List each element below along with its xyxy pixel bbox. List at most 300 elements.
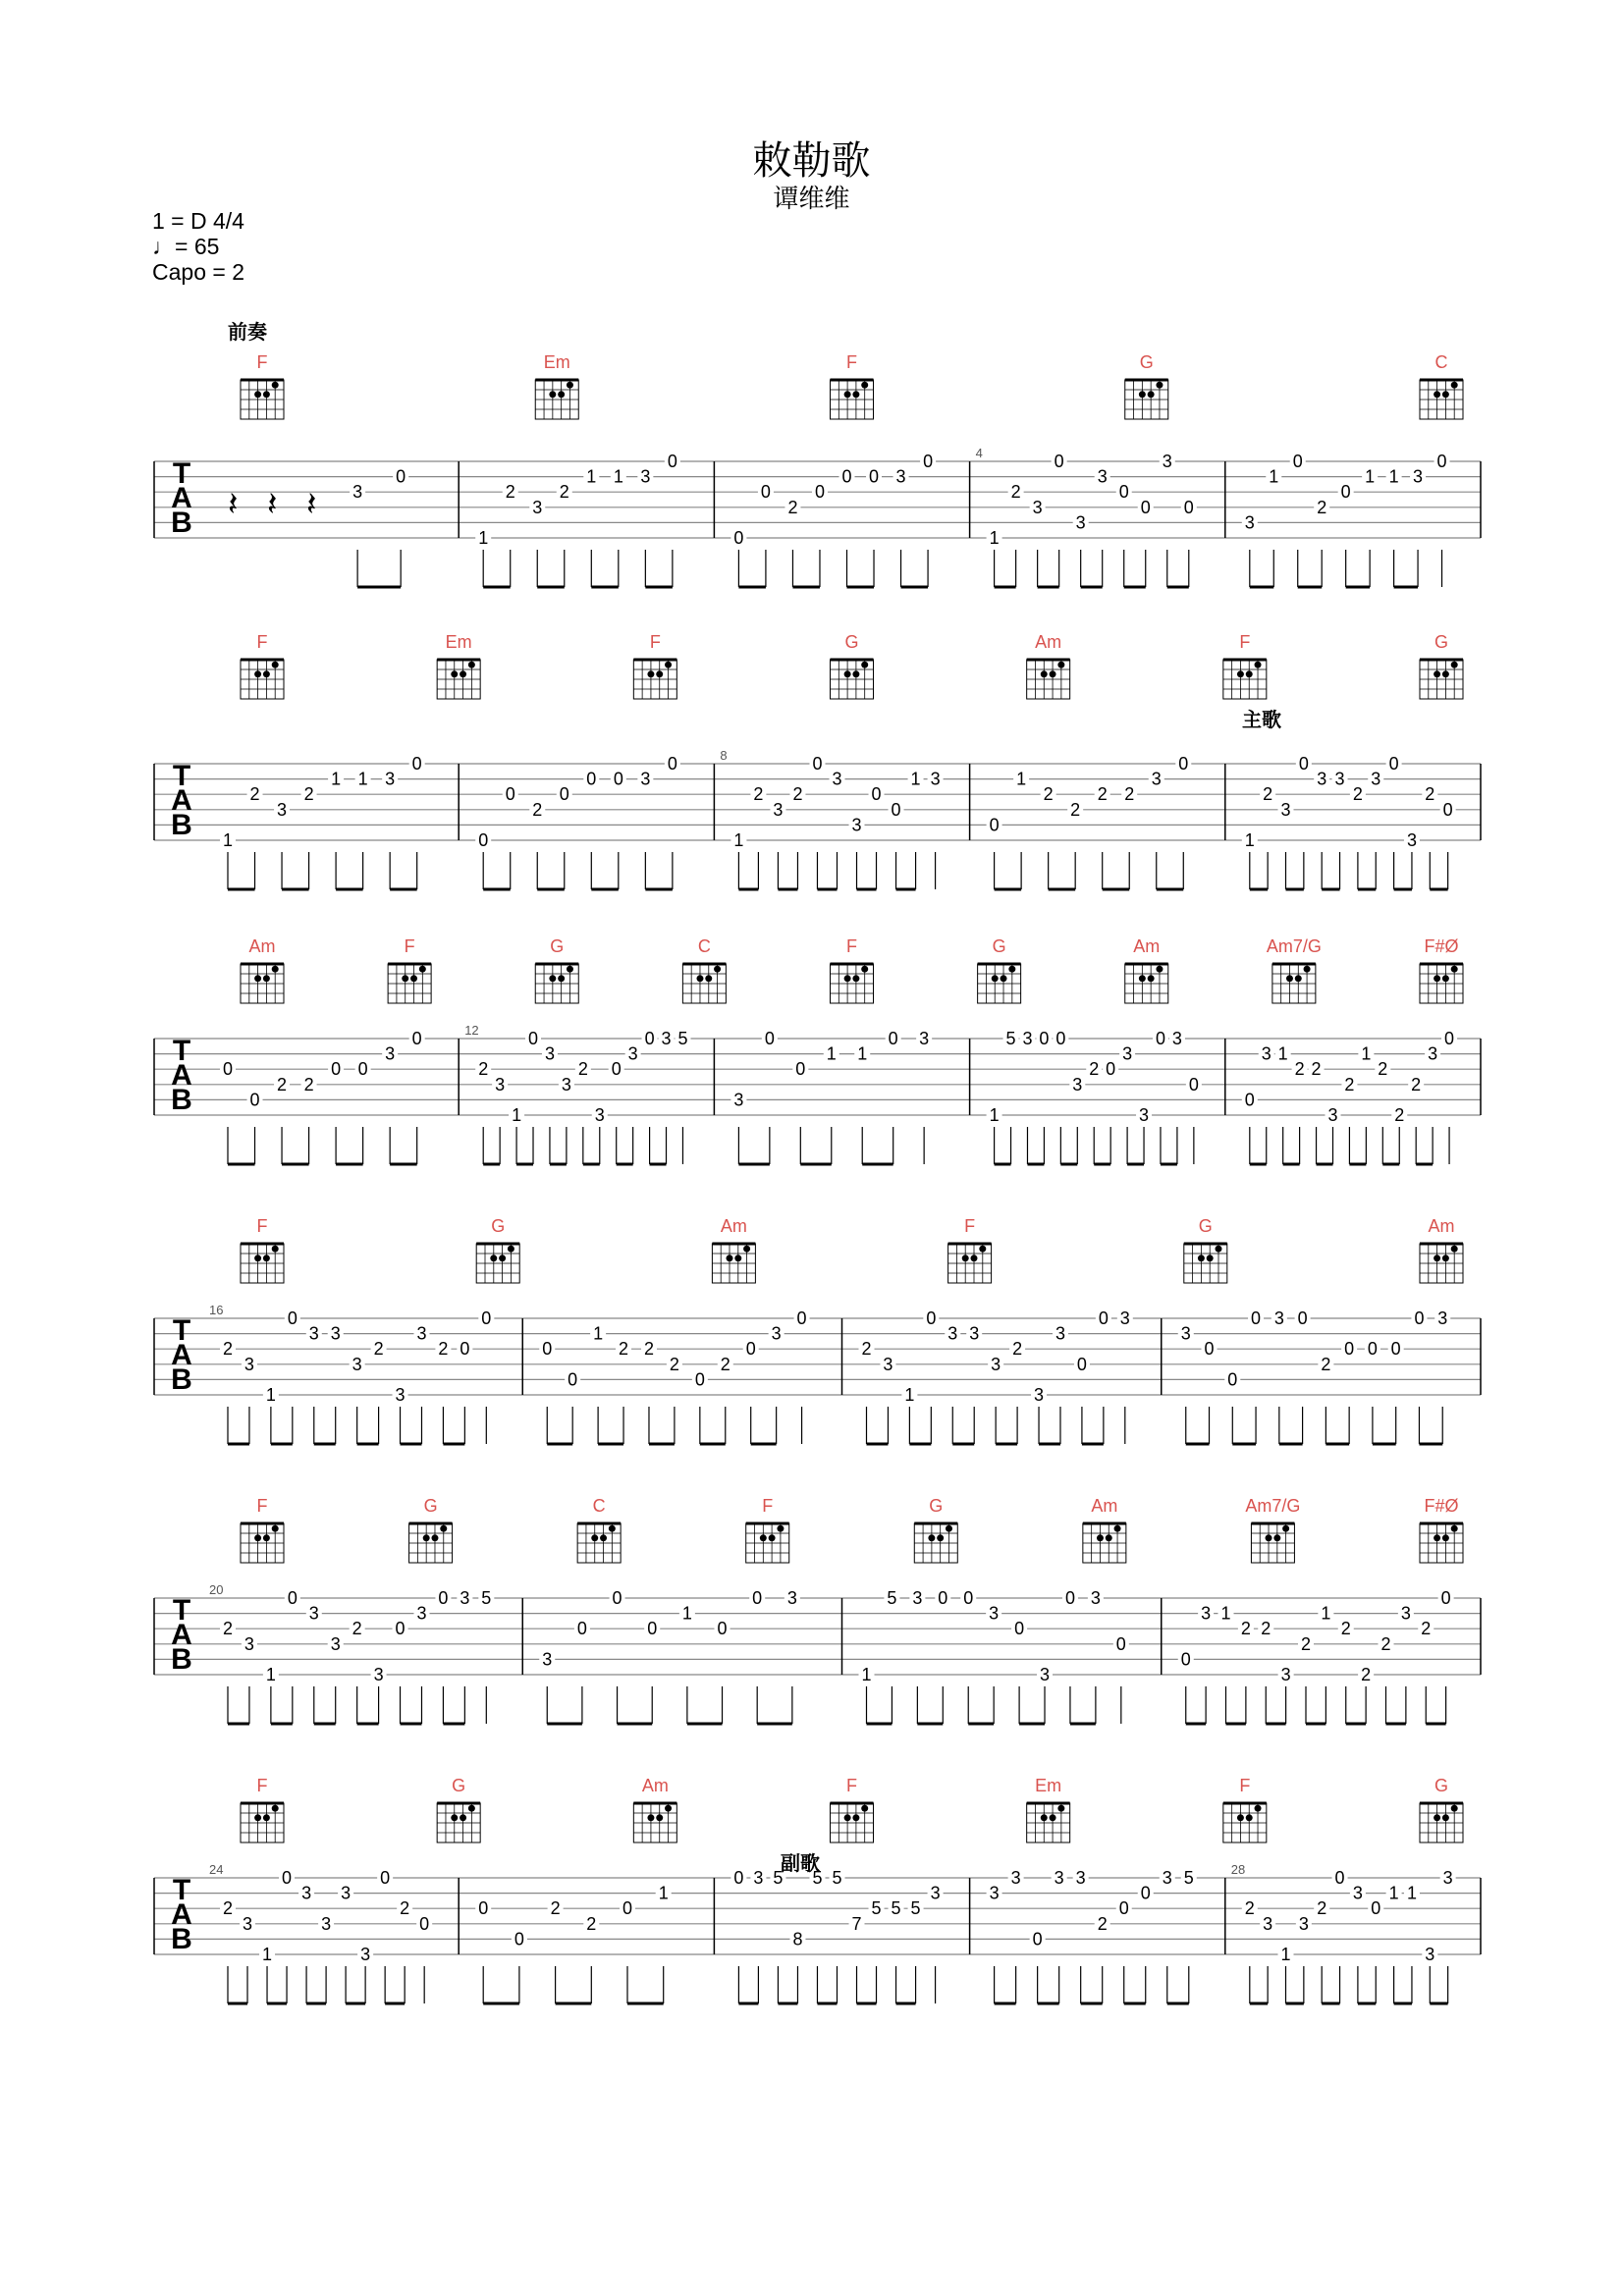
- fret-number: 3: [1090, 1588, 1101, 1608]
- fret-number: 2: [1317, 1898, 1327, 1919]
- chord-name: Am7/G: [1245, 1496, 1301, 1516]
- tab-clef-letter: B: [171, 1363, 192, 1396]
- chord-diagram-dot: [1434, 1534, 1440, 1541]
- chord-diagram-dot: [1451, 966, 1458, 973]
- fret-number: 0: [1340, 482, 1351, 503]
- chord-name: Am: [1091, 1496, 1118, 1516]
- chord-diagram-dot: [1246, 670, 1253, 677]
- chord-diagram-dot: [600, 1534, 607, 1541]
- fret-number: 5: [832, 1868, 842, 1888]
- fret-number: 3: [883, 1354, 893, 1374]
- chord-diagram-dot: [263, 670, 270, 677]
- fret-number: 3: [416, 1323, 427, 1344]
- fret-number: 2: [277, 1074, 288, 1095]
- fret-number: 2: [787, 497, 798, 517]
- fret-number: 1: [1280, 1945, 1291, 1964]
- chord-diagram-dot: [263, 391, 270, 398]
- chord-diagram-dot: [549, 391, 556, 398]
- chord-diagram-dot: [1442, 975, 1449, 982]
- fret-number: 3: [1075, 512, 1086, 533]
- fret-number: 2: [400, 1898, 410, 1919]
- fret-number: 0: [923, 452, 934, 471]
- fret-number: 2: [1124, 784, 1135, 805]
- tab-clef-letter: T: [172, 457, 191, 490]
- fret-number: 0: [1032, 1929, 1043, 1949]
- fret-number: 2: [1012, 1339, 1023, 1360]
- fret-number: 2: [1378, 1059, 1388, 1080]
- fret-number: 0: [559, 784, 569, 805]
- fret-number: 2: [303, 784, 314, 805]
- fret-number: 2: [753, 784, 764, 805]
- chord-diagram-dot: [696, 975, 703, 982]
- chord-diagram-dot: [727, 1255, 733, 1261]
- fret-number: 3: [786, 1588, 797, 1608]
- chord-diagram-dot: [777, 1525, 784, 1532]
- tab-clef-letter: A: [171, 1898, 192, 1931]
- fret-number: 3: [360, 1945, 371, 1964]
- fret-number: 1: [1365, 466, 1376, 487]
- fret-number: 0: [282, 1868, 293, 1888]
- fret-number: 0: [733, 528, 744, 548]
- fret-number: 1: [989, 528, 1000, 548]
- fret-number: 1: [265, 1665, 276, 1684]
- fret-number: 2: [1411, 1074, 1422, 1095]
- fret-number: 2: [303, 1074, 314, 1095]
- fret-number: 3: [895, 466, 906, 487]
- chord-diagram-dot: [844, 670, 851, 677]
- fret-number: 0: [1118, 482, 1129, 503]
- chord-diagram-dot: [1451, 1525, 1458, 1532]
- fret-number: 0: [1436, 452, 1447, 471]
- chord-name: C: [1434, 352, 1448, 372]
- fret-number: 3: [1280, 1665, 1291, 1684]
- fret-number: 0: [1183, 497, 1194, 517]
- chord-diagram-dot: [665, 662, 672, 668]
- chord-name: G: [1434, 1776, 1449, 1795]
- fret-number: 3: [1352, 1883, 1363, 1903]
- chord-diagram-dot: [928, 1534, 935, 1541]
- key-time-signature: 1 = D 4/4: [152, 208, 244, 234]
- fret-number: 2: [619, 1339, 629, 1360]
- chord-name: Am: [1428, 1216, 1455, 1236]
- fret-number: 3: [330, 1323, 341, 1344]
- chord-diagram-dot: [263, 1255, 270, 1261]
- fret-number: 3: [277, 799, 288, 820]
- fret-number: 0: [357, 1059, 368, 1080]
- fret-number: 3: [561, 1074, 571, 1095]
- fret-number: 3: [1298, 1913, 1309, 1934]
- chord-name: G: [1139, 352, 1154, 372]
- fret-number: 3: [1244, 512, 1255, 533]
- fret-number: 1: [826, 1043, 837, 1064]
- fret-number: 0: [613, 769, 623, 789]
- fret-number: 3: [495, 1074, 506, 1095]
- fret-number: 3: [1437, 1308, 1448, 1328]
- fret-number: 0: [1140, 497, 1151, 517]
- fret-number: 3: [1151, 769, 1162, 789]
- fret-number: 0: [1039, 1029, 1050, 1048]
- fret-number: 3: [1428, 1043, 1438, 1064]
- fret-number: 3: [385, 769, 396, 789]
- chord-diagram-dot: [1041, 670, 1048, 677]
- fret-number: 3: [1162, 452, 1172, 471]
- fret-number: 0: [841, 466, 852, 487]
- chord-name: C: [592, 1496, 606, 1516]
- fret-number: 0: [481, 1308, 492, 1328]
- fret-number: 3: [1334, 769, 1345, 789]
- chord-diagram-dot: [1442, 1255, 1449, 1261]
- fret-number: 3: [352, 1354, 362, 1374]
- fret-number: 2: [720, 1354, 730, 1374]
- fret-number: 2: [1010, 482, 1021, 503]
- chord-name: G: [1434, 632, 1449, 652]
- fret-number: 0: [717, 1619, 728, 1639]
- chord-diagram-dot: [272, 1525, 279, 1532]
- fret-number: 2: [550, 1898, 561, 1919]
- fret-number: 1: [262, 1945, 273, 1964]
- fret-number: 0: [612, 1588, 622, 1608]
- chord-name: F: [256, 352, 268, 372]
- fret-number: 0: [611, 1059, 622, 1080]
- chord-name: F: [256, 1496, 268, 1516]
- fret-number: 3: [1261, 1043, 1271, 1064]
- fret-number: 3: [1413, 466, 1424, 487]
- fret-number: 0: [869, 466, 880, 487]
- fret-number: 0: [752, 1588, 763, 1608]
- chord-diagram-dot: [1156, 966, 1163, 973]
- fret-number: 2: [669, 1354, 679, 1374]
- chord-diagram-dot: [1198, 1255, 1205, 1261]
- fret-number: 0: [926, 1308, 937, 1328]
- fret-number: 1: [593, 1323, 604, 1344]
- chord-diagram-dot: [1237, 1814, 1244, 1821]
- fret-number: 0: [1118, 1898, 1129, 1919]
- fret-number: 3: [1171, 1029, 1182, 1048]
- fret-number: 0: [644, 1029, 655, 1048]
- chord-diagram-dot: [1442, 391, 1449, 398]
- chord-diagram-dot: [656, 1814, 663, 1821]
- fret-number: 1: [857, 1043, 868, 1064]
- chord-diagram-dot: [647, 1814, 654, 1821]
- fret-number: 2: [222, 1619, 234, 1639]
- chord-name: G: [491, 1216, 506, 1236]
- fret-number: 0: [576, 1619, 587, 1639]
- fret-number: 1: [1269, 466, 1279, 487]
- fret-number: 1: [861, 1665, 872, 1684]
- fret-number: 5: [812, 1868, 823, 1888]
- chord-name: F: [846, 352, 857, 372]
- chord-name: F: [846, 936, 857, 956]
- fret-number: 3: [1406, 830, 1417, 850]
- fret-number: 1: [265, 1385, 276, 1405]
- fret-number: 0: [796, 1308, 807, 1328]
- fret-number: 2: [1421, 1619, 1432, 1639]
- fret-number: 3: [753, 1868, 764, 1888]
- fret-number: 2: [532, 799, 543, 820]
- chord-diagram-dot: [440, 1525, 447, 1532]
- fret-number: 2: [222, 1339, 234, 1360]
- tab-clef-letter: T: [172, 1314, 191, 1347]
- fret-number: 0: [667, 754, 677, 774]
- chord-diagram-dot: [1050, 1814, 1056, 1821]
- fret-number: 3: [532, 497, 543, 517]
- chord-diagram-dot: [705, 975, 712, 982]
- chord-diagram-dot: [567, 966, 573, 973]
- fret-number: 1: [1406, 1883, 1417, 1903]
- fret-number: 3: [1010, 1868, 1021, 1888]
- chord-diagram-dot: [419, 966, 426, 973]
- fret-number: 1: [613, 466, 623, 487]
- fret-number: 0: [542, 1339, 553, 1360]
- fret-number: 0: [1204, 1339, 1215, 1360]
- fret-number: 3: [640, 769, 651, 789]
- fret-number: 0: [478, 830, 489, 850]
- chord-diagram-dot: [1114, 1525, 1121, 1532]
- fret-number: 3: [1273, 1308, 1284, 1328]
- fret-number: 2: [643, 1339, 654, 1360]
- tab-clef-letter: A: [171, 1339, 192, 1371]
- fret-number: 3: [1097, 466, 1108, 487]
- chord-diagram-dot: [861, 662, 868, 668]
- chord-diagram-dot: [254, 975, 261, 982]
- chord-diagram-dot: [861, 966, 868, 973]
- fret-number: 0: [1188, 1074, 1199, 1095]
- tempo-marking: ♩= 65: [152, 234, 220, 259]
- chord-diagram-dot: [272, 1246, 279, 1253]
- fret-number: 1: [681, 1603, 692, 1624]
- chord-name: Am7/G: [1266, 936, 1322, 956]
- fret-number: 0: [871, 784, 882, 805]
- fret-number: 3: [930, 1883, 941, 1903]
- quarter-rest: 𝄽: [306, 485, 317, 524]
- chord-diagram-dot: [1139, 975, 1146, 982]
- chord-diagram-dot: [1442, 670, 1449, 677]
- chord-diagram-dot: [1237, 670, 1244, 677]
- chord-name: F: [404, 936, 415, 956]
- fret-number: 3: [661, 1029, 672, 1048]
- artist-name: 谭维维: [773, 185, 850, 214]
- fret-number: 0: [1064, 1588, 1075, 1608]
- chord-diagram-dot: [852, 670, 859, 677]
- chord-diagram-dot: [665, 1805, 672, 1812]
- chord-diagram-dot: [1148, 975, 1155, 982]
- fret-number: 0: [287, 1588, 298, 1608]
- fret-number: 1: [910, 769, 921, 789]
- fret-number: 0: [795, 1059, 806, 1080]
- fret-number: 3: [947, 1323, 958, 1344]
- section-label: 前奏: [228, 320, 267, 344]
- chord-diagram-dot: [946, 1525, 952, 1532]
- fret-number: 3: [1032, 497, 1043, 517]
- fret-number: 2: [1294, 1059, 1305, 1080]
- tab-clef-letter: B: [171, 1643, 192, 1676]
- fret-number: 3: [1201, 1603, 1212, 1624]
- fret-number: 0: [891, 799, 901, 820]
- fret-number: 3: [395, 1385, 406, 1405]
- fret-number: 0: [667, 452, 677, 471]
- fret-number: 3: [1054, 1868, 1064, 1888]
- chord-diagram-dot: [1286, 975, 1293, 982]
- fret-number: 2: [559, 482, 569, 503]
- fret-number: 0: [764, 1029, 775, 1048]
- fret-number: 0: [478, 1898, 489, 1919]
- fret-number: 3: [912, 1588, 923, 1608]
- fret-number: 0: [1390, 1339, 1401, 1360]
- fret-number: 2: [373, 1339, 384, 1360]
- chord-name: F: [964, 1216, 976, 1236]
- chord-diagram-dot: [1057, 662, 1064, 668]
- fret-number: 0: [528, 1029, 539, 1048]
- fret-number: 2: [1311, 1059, 1322, 1080]
- fret-number: 2: [1244, 1898, 1255, 1919]
- chord-name: Em: [445, 632, 472, 652]
- fret-number: 0: [1440, 1588, 1451, 1608]
- fret-number: 3: [1263, 1913, 1273, 1934]
- fret-number: 0: [438, 1588, 449, 1608]
- fret-number: 0: [1344, 1339, 1355, 1360]
- fret-number: 0: [622, 1898, 633, 1919]
- fret-number: 0: [411, 1029, 422, 1048]
- chord-name: Am: [720, 1216, 747, 1236]
- chord-name: F: [1239, 632, 1251, 652]
- tab-clef-letter: A: [171, 482, 192, 514]
- chord-diagram-dot: [1255, 662, 1262, 668]
- chord-diagram-dot: [962, 1255, 969, 1261]
- fret-number: 0: [1054, 452, 1064, 471]
- fret-number: 1: [512, 1105, 522, 1125]
- fret-number: 0: [963, 1588, 974, 1608]
- chord-diagram-dot: [402, 975, 408, 982]
- chord-diagram-dot: [1451, 662, 1458, 668]
- fret-number: 1: [1016, 769, 1027, 789]
- chord-diagram-dot: [508, 1246, 514, 1253]
- fret-number: 2: [1300, 1633, 1312, 1654]
- measure-number: 4: [975, 446, 983, 460]
- fret-number: 3: [1022, 1029, 1033, 1048]
- fret-number: 3: [1371, 769, 1381, 789]
- chord-diagram-dot: [1442, 1534, 1449, 1541]
- fret-number: 1: [1321, 1603, 1331, 1624]
- chord-diagram-dot: [263, 1534, 270, 1541]
- chord-diagram-dot: [460, 1814, 466, 1821]
- fret-number: 2: [792, 784, 803, 805]
- tab-clef-letter: B: [171, 809, 192, 841]
- fret-number: 3: [771, 1323, 782, 1344]
- tab-clef-letter: T: [172, 1035, 191, 1067]
- fret-number: 3: [1034, 1385, 1045, 1405]
- chord-name: F: [846, 1776, 857, 1795]
- tab-clef-letter: B: [171, 1084, 192, 1116]
- fret-number: 3: [385, 1043, 396, 1064]
- chord-diagram-dot: [769, 1534, 776, 1541]
- fret-number: 3: [1280, 799, 1291, 820]
- chord-name: Am: [1035, 632, 1062, 652]
- fret-number: 1: [658, 1883, 669, 1903]
- fret-number: 0: [1444, 1029, 1455, 1048]
- fret-number: 3: [1139, 1105, 1150, 1125]
- chord-diagram-dot: [971, 1255, 978, 1261]
- chord-name: F: [256, 1216, 268, 1236]
- fret-number: 3: [416, 1603, 427, 1624]
- fret-number: 3: [1072, 1074, 1083, 1095]
- fret-number: 0: [1098, 1308, 1109, 1328]
- fret-number: 0: [1297, 1308, 1308, 1328]
- fret-number: 1: [331, 769, 342, 789]
- fret-number: 0: [380, 1868, 391, 1888]
- chord-diagram-dot: [1216, 1246, 1222, 1253]
- fret-number: 5: [910, 1898, 921, 1919]
- chord-name: F: [256, 632, 268, 652]
- chord-diagram-dot: [431, 1534, 438, 1541]
- fret-number: 3: [851, 815, 862, 835]
- chord-diagram-dot: [979, 1246, 986, 1253]
- fret-number: 3: [594, 1105, 605, 1125]
- chord-diagram-dot: [609, 1525, 616, 1532]
- chord-diagram-dot: [1282, 1525, 1289, 1532]
- fret-number: 0: [647, 1619, 658, 1639]
- fret-number: 3: [627, 1043, 638, 1064]
- fret-number: 2: [1261, 1619, 1271, 1639]
- fret-number: 0: [331, 1059, 342, 1080]
- fret-number: 0: [222, 1059, 234, 1080]
- chord-diagram-dot: [499, 1255, 506, 1261]
- chord-diagram-dot: [272, 662, 279, 668]
- fret-number: 2: [1321, 1354, 1331, 1374]
- chord-diagram-dot: [844, 1814, 851, 1821]
- chord-diagram-dot: [1304, 966, 1311, 973]
- chord-diagram-dot: [254, 1814, 261, 1821]
- chord-diagram-dot: [1434, 1255, 1440, 1261]
- fret-number: 2: [586, 1913, 597, 1934]
- fret-number: 0: [733, 1868, 744, 1888]
- fret-number: 2: [222, 1898, 234, 1919]
- measure-number: 24: [209, 1862, 224, 1877]
- fret-number: 0: [568, 1369, 578, 1390]
- tab-clef-letter: T: [172, 1594, 191, 1627]
- chord-diagram-dot: [861, 1805, 868, 1812]
- chord-name: Em: [543, 352, 570, 372]
- chord-diagram-dot: [1451, 1805, 1458, 1812]
- fret-number: 0: [514, 1929, 524, 1949]
- chord-diagram-dot: [410, 975, 417, 982]
- fret-number: 3: [1040, 1665, 1051, 1684]
- fret-number: 0: [1014, 1619, 1025, 1639]
- fret-number: 0: [1106, 1059, 1116, 1080]
- fret-number: 3: [1055, 1323, 1065, 1344]
- fret-number: 3: [733, 1090, 744, 1110]
- chord-name: Em: [1035, 1776, 1062, 1795]
- fret-number: 0: [1367, 1339, 1378, 1360]
- fret-number: 3: [832, 769, 842, 789]
- fret-number: 3: [1075, 1868, 1086, 1888]
- measure-number: 8: [720, 748, 728, 763]
- chord-diagram-dot: [1434, 1814, 1440, 1821]
- fret-number: 0: [1180, 1649, 1191, 1670]
- chord-name: G: [1198, 1216, 1213, 1236]
- fret-number: 0: [1244, 1090, 1255, 1110]
- fret-number: 3: [243, 1354, 254, 1374]
- fret-number: 0: [396, 466, 406, 487]
- fret-number: 0: [1371, 1898, 1381, 1919]
- chord-name: Am: [641, 1776, 669, 1795]
- fret-number: 1: [1361, 1043, 1372, 1064]
- fret-number: 0: [1388, 754, 1399, 774]
- chord-diagram-dot: [1139, 391, 1146, 398]
- fret-number: 0: [1298, 754, 1309, 774]
- chord-diagram-dot: [1008, 966, 1015, 973]
- fret-number: 2: [1263, 784, 1273, 805]
- fret-number: 5: [481, 1588, 492, 1608]
